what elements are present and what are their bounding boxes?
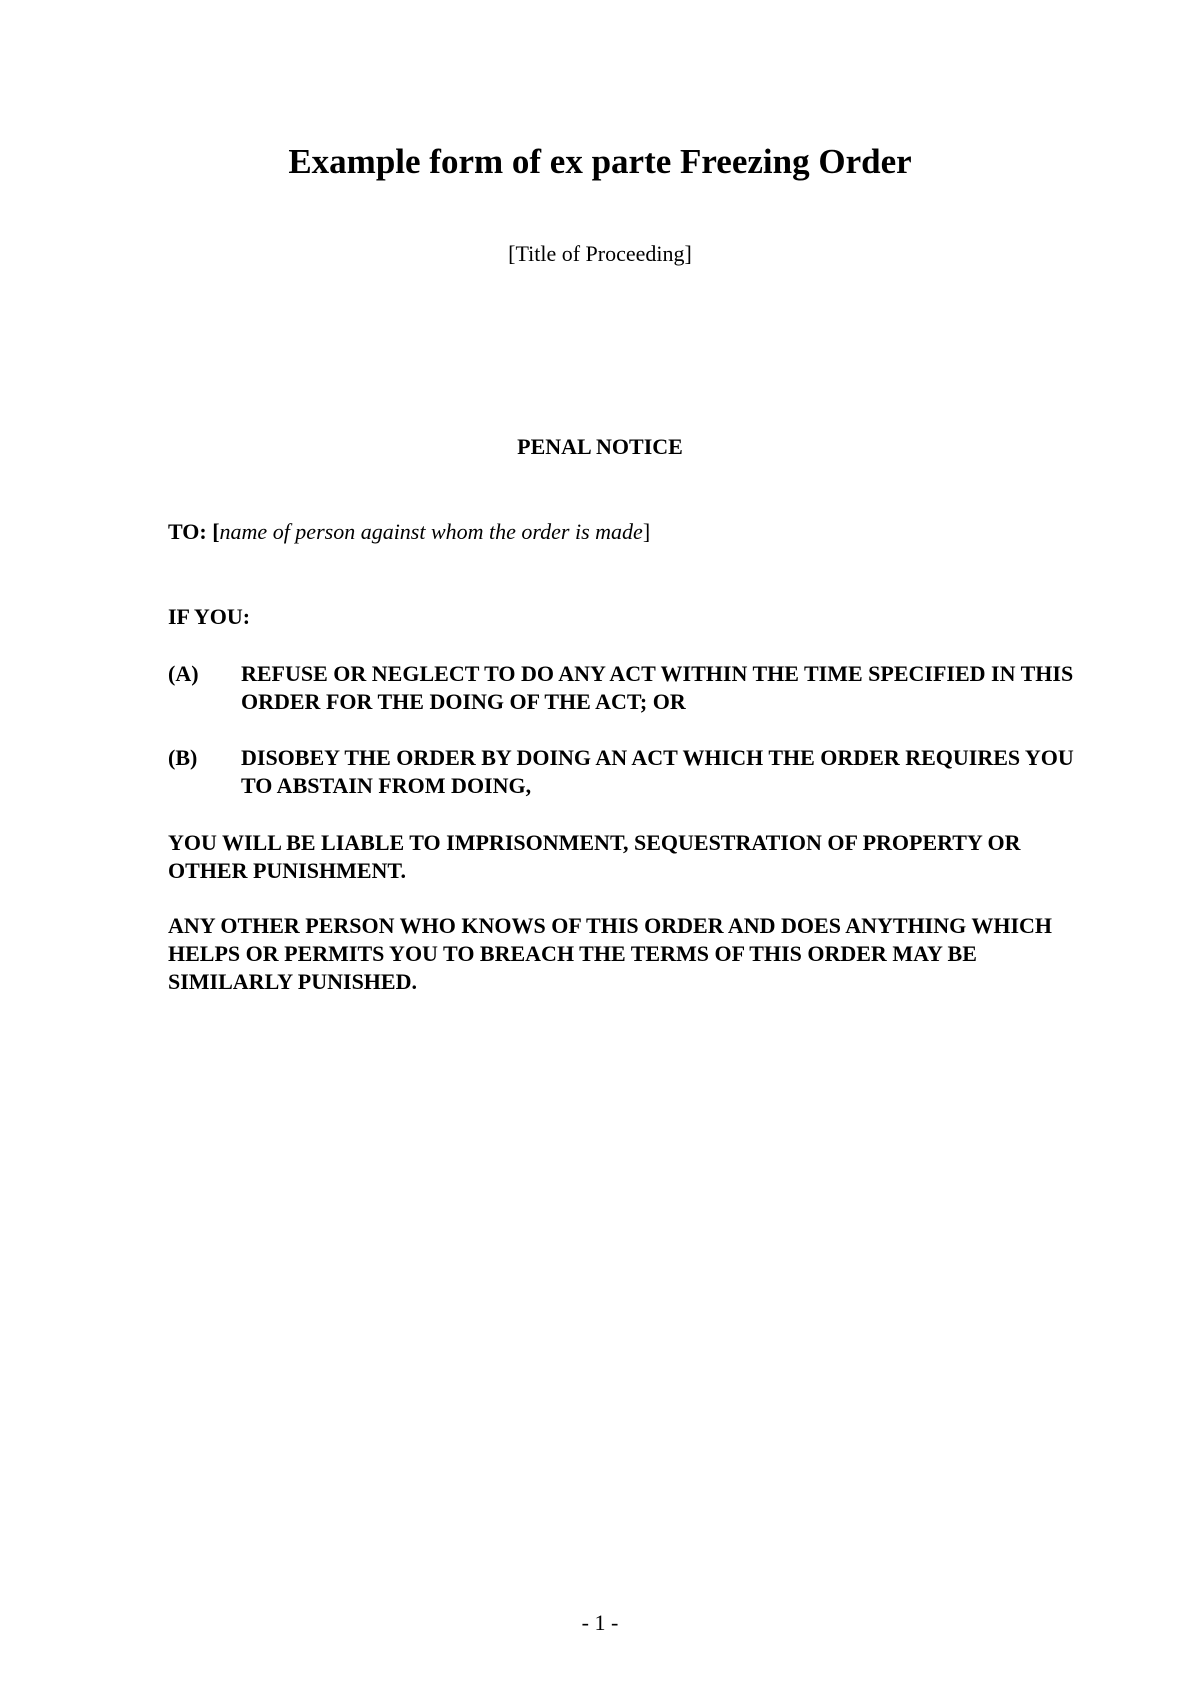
page-number: - 1 -	[581, 1610, 619, 1635]
condition-text: DISOBEY THE ORDER BY DOING AN ACT WHICH THE ORDER REQUIRES YOU TO ABSTAIN FROM DOING,	[241, 745, 1074, 798]
if-you-heading: IF YOU:	[168, 604, 251, 629]
condition-text: REFUSE OR NEGLECT TO DO ANY ACT WITHIN THE TIME SPECIFIED IN THIS ORDER FOR THE DOING OF THE ACT; OR	[241, 661, 1074, 714]
addressee-close-bracket: ]	[642, 519, 651, 544]
condition-item-a	[168, 660, 1088, 716]
addressee-placeholder: name of person against whom the order is made	[219, 519, 643, 544]
addressee-label: TO:	[168, 519, 207, 544]
third-party-warning-paragraph: ANY OTHER PERSON WHO KNOWS OF THIS ORDER AND DOES ANYTHING WHICH HELPS OR PERMITS YOU TO BREACH THE TERMS OF THIS ORDER MAY BE SIMILARLY PUNISHED.	[168, 913, 1053, 994]
document-title: Example form of ex parte Freezing Order	[288, 142, 912, 181]
penal-notice-heading: PENAL NOTICE	[517, 434, 683, 459]
condition-item-b	[168, 744, 1088, 800]
consequence-paragraph: YOU WILL BE LIABLE TO IMPRISONMENT, SEQUESTRATION OF PROPERTY OR OTHER PUNISHMENT.	[168, 830, 1021, 883]
condition-label: (B)	[168, 745, 198, 770]
addressee-line	[168, 518, 1088, 546]
addressee-open-bracket: [	[212, 519, 220, 544]
condition-label: (A)	[168, 661, 199, 686]
proceeding-title-placeholder: [Title of Proceeding]	[508, 241, 692, 266]
